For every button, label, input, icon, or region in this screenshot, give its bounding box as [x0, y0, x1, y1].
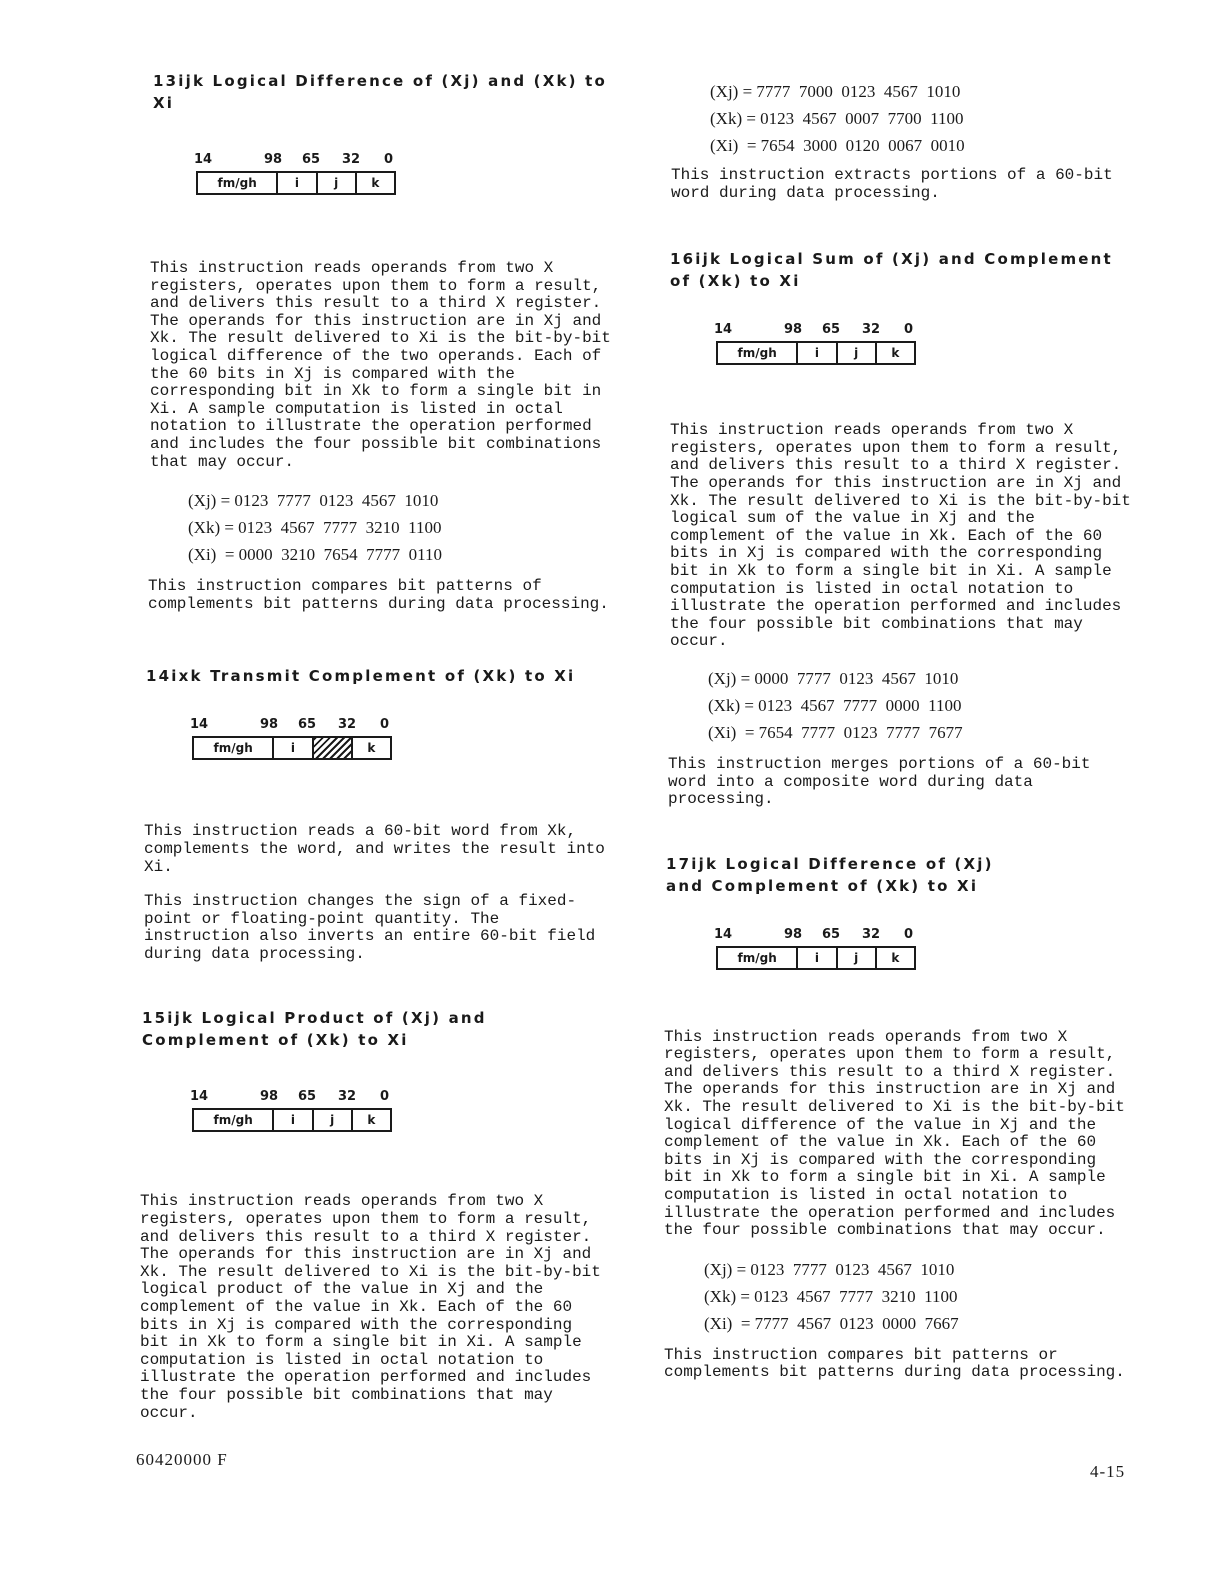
- bit-positions: [190, 717, 400, 735]
- instruction-fields: [192, 1108, 392, 1132]
- bit-label: 32: [862, 322, 881, 338]
- section-15ijk-summary: This instruction extracts portions of a 60-bit word during data processing.: [671, 166, 1113, 202]
- field-j: j: [316, 173, 355, 193]
- field-i: i: [272, 738, 311, 758]
- instruction-fields: [716, 946, 916, 970]
- field-k: k: [875, 343, 914, 363]
- bit-label: 14: [714, 926, 733, 942]
- bit-label: 0: [380, 717, 390, 733]
- section-title-17ijk: 17ijk Logical Difference of (Xj) and Complement of (Xk) to Xi: [666, 854, 994, 895]
- bit-label: 98: [264, 152, 283, 167]
- section-16ijk-summary: This instruction merges portions of a 60-bit word into a composite word during data processing.: [668, 754, 1091, 809]
- field-fm-gh: fm/gh: [217, 176, 257, 190]
- bit-label: 32: [862, 926, 881, 942]
- section-14ixk-summary: This instruction changes the sign of a fixed-point or floating-point quantity. The instruction also inverts an entire 60-bit field during data processing.: [144, 892, 596, 963]
- field-fm-gh: fm/gh: [213, 1113, 253, 1128]
- field-j: j: [836, 948, 875, 968]
- section-title-16ijk: 16ijk Logical Sum of (Xj) and Complement of (Xk) to Xi: [670, 250, 1113, 291]
- bit-label: 98: [260, 1089, 279, 1105]
- bit-label: 98: [260, 717, 279, 733]
- sample-computation: [704, 1256, 1139, 1337]
- equation-xk: (Xk) = 0123 4567 7777 3210 1100: [188, 518, 442, 538]
- instruction-format-diagram: [714, 322, 924, 370]
- sample-computation: [708, 665, 1139, 746]
- bit-label: 32: [342, 152, 361, 167]
- field-i: i: [272, 1110, 311, 1130]
- section-17ijk-description: This instruction reads operands from two X registers, operates upon them to form a result, and delivers this result to a third X register. The operands for this instruction are in Xj and Xk. The result delivered to Xi is the bit-by-bit logical difference of the value in Xj and the complement of the value in Xk. Each of the 60 bits in Xj is compared with the corresponding bit in Xk to form a single bit in Xi. A sample computation is listed in octal notation to illustrate the operation performed and includes the four possible combinations that may occur.: [664, 1027, 1125, 1240]
- bit-label: 14: [714, 322, 733, 338]
- instruction-format-diagram: [190, 1089, 400, 1137]
- field-k: k: [351, 738, 390, 758]
- bit-label: 14: [190, 717, 209, 733]
- equation-xi: (Xi) = 7777 4567 0123 0000 7667: [704, 1313, 959, 1333]
- instruction-format-diagram: [714, 927, 924, 975]
- bit-label: 0: [380, 1089, 390, 1105]
- field-fm-gh: fm/gh: [737, 346, 777, 361]
- field-k: k: [351, 1110, 390, 1130]
- section-16ijk-description: This instruction reads operands from two X registers, operates upon them to form a result, and delivers this result to a third X register. The operands for this instruction are in Xj and Xk. The result delivered to Xi is the bit-by-bit logical sum of the value in Xj and the complement of the value in Xk. Each of the 60 bits in Xj is compared with the corresponding bit in Xk to form a single bit in Xi. A sample computation is listed in octal notation to illustrate the operation performed and includes the four possible bit combinations that may occur.: [670, 421, 1131, 651]
- section-15ijk-description: This instruction reads operands from two X registers, operates upon them to form a result, and delivers this result to a third X register. The operands for this instruction are in Xj and Xk. The result delivered to Xi is the bit-by-bit logical product of the value in Xj and the complement of the value in Xk. Each of the 60 bits in Xj is compared with the corresponding bit in Xk to form a single bit in Xi. A sample computation is listed in octal notation to illustrate the operation performed and includes the four possible bit combinations that may occur.: [140, 1192, 601, 1422]
- field-j: j: [312, 1110, 351, 1130]
- bit-label: 98: [784, 322, 803, 338]
- equation-xi: (Xi) = 0000 3210 7654 7777 0110: [188, 545, 443, 565]
- bit-label: 98: [784, 926, 803, 942]
- instruction-fields: [192, 736, 392, 760]
- equation-xi: (Xi) = 7654 7777 0123 7777 7677: [708, 722, 963, 742]
- field-fm-gh: fm/gh: [213, 741, 253, 756]
- equation-xj: (Xj) = 7777 7000 0123 4567 1010: [710, 82, 961, 101]
- equation-xk: (Xk) = 0123 4567 7777 3210 1100: [704, 1286, 958, 1306]
- equation-xj: (Xj) = 0123 7777 0123 4567 1010: [704, 1259, 955, 1279]
- equation-xi: (Xi) = 7654 3000 0120 0067 0010: [710, 136, 965, 155]
- field-fm-gh: fm/gh: [737, 950, 777, 965]
- right-column: [664, 78, 1139, 1382]
- field-i: i: [276, 173, 315, 193]
- sample-computation: [710, 78, 1139, 159]
- section-13ijk-description: This instruction reads operands from two X registers, operates upon them to form a result, and delivers this result to a third X register. The operands for this instruction are in Xj and Xk. The result delivered to Xi is the bit-by-bit logical difference of the two operands. Each of the 60 bits in Xj is compared with the corresponding bit in Xk to form a single bit in Xi. A sample computation is listed in octal notation to illustrate the operation performed and includes the four possible bit combinations that may occur.: [150, 259, 611, 471]
- section-13ijk-summary: This instruction compares bit patterns of complements bit patterns during data processing.: [148, 577, 609, 613]
- instruction-fields: [196, 171, 396, 195]
- equation-xk: (Xk) = 0123 4567 0007 7700 1100: [710, 109, 964, 128]
- field-j-unused-hatched: [312, 738, 351, 758]
- page-number: 4-15: [1090, 1462, 1126, 1481]
- bit-label: 32: [338, 1089, 357, 1105]
- field-i: i: [796, 948, 835, 968]
- bit-label: 65: [298, 717, 317, 733]
- section-title-15ijk: 15ijk Logical Product of (Xj) and Complement of (Xk) to Xi: [142, 1009, 487, 1050]
- bit-label: 0: [384, 152, 394, 167]
- bit-label: 65: [822, 322, 841, 338]
- bit-label: 0: [904, 322, 914, 338]
- instruction-fields: [716, 341, 916, 365]
- bit-positions: [194, 152, 404, 170]
- instruction-format-diagram: [194, 152, 404, 200]
- bit-positions: [714, 927, 924, 945]
- section-17ijk-summary: This instruction compares bit patterns or complements bit patterns during data processing.: [664, 1345, 1125, 1382]
- bit-label: 65: [298, 1089, 317, 1105]
- equation-xk: (Xk) = 0123 4567 7777 0000 1100: [708, 695, 962, 715]
- sample-computation: [188, 487, 613, 568]
- bit-label: 65: [302, 152, 321, 167]
- field-k: k: [355, 173, 394, 193]
- equation-xj: (Xj) = 0123 7777 0123 4567 1010: [188, 491, 439, 511]
- section-title-13ijk: 13ijk Logical Difference of (Xj) and (Xk) to Xi: [153, 72, 608, 112]
- instruction-format-diagram: [190, 717, 400, 765]
- field-i: i: [796, 343, 835, 363]
- bit-positions: [714, 322, 924, 340]
- section-title-14ixk: 14ixk Transmit Complement of (Xk) to Xi: [146, 667, 576, 686]
- bit-label: 65: [822, 926, 841, 942]
- equation-xj: (Xj) = 0000 7777 0123 4567 1010: [708, 668, 959, 688]
- section-14ixk-description: This instruction reads a 60-bit word from Xk, complements the word, and writes the result into Xi.: [144, 822, 605, 876]
- field-k: k: [875, 948, 914, 968]
- bit-label: 14: [194, 152, 213, 167]
- bit-label: 32: [338, 717, 357, 733]
- bit-label: 14: [190, 1089, 209, 1105]
- document-number: 60420000 F: [136, 1450, 228, 1469]
- bit-positions: [190, 1089, 400, 1107]
- bit-label: 0: [904, 926, 914, 942]
- field-j: j: [836, 343, 875, 363]
- left-column: [138, 70, 613, 1422]
